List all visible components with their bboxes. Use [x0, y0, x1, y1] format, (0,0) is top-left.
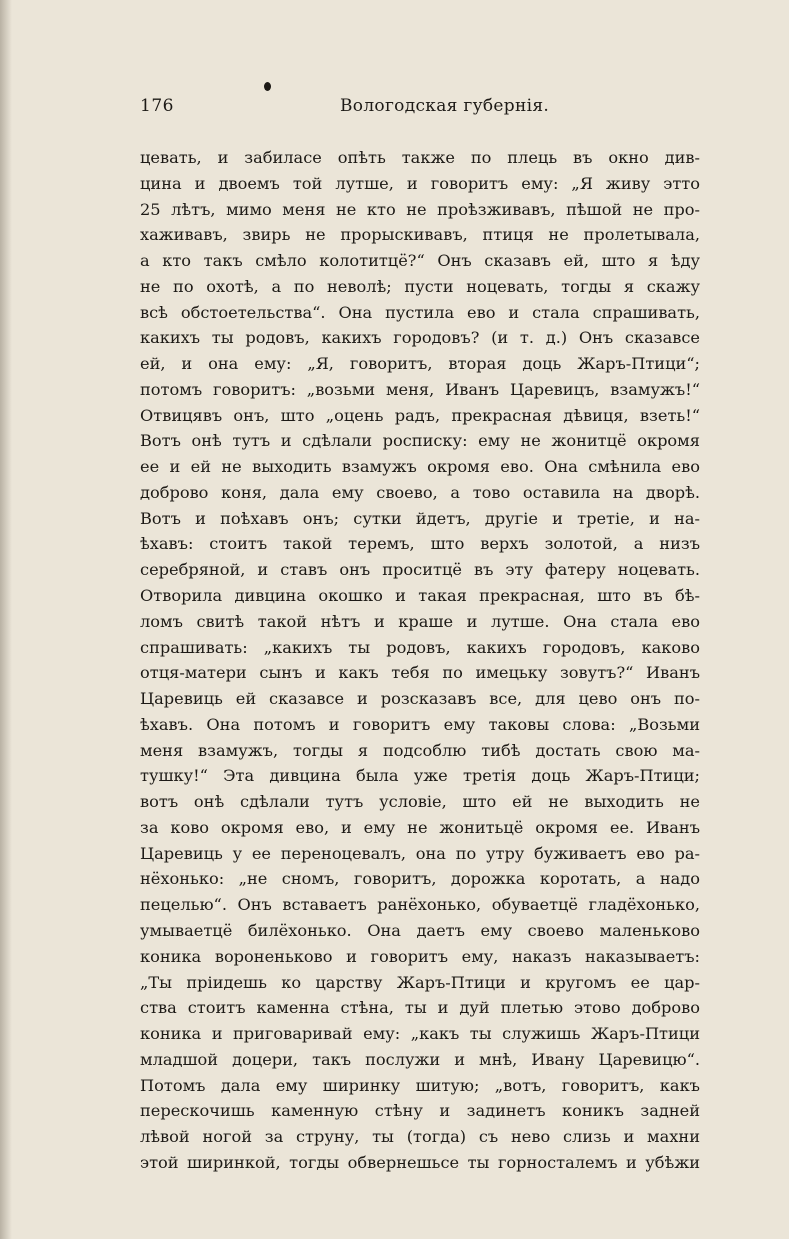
text-line: цина и двоемъ той лутше, и говоритъ ему: „Я живу этто — [140, 173, 700, 193]
text-line: цевать, и забиласе опѣть также по плець въ окно див- — [140, 148, 700, 167]
text-line: спрашивать: „какихъ ты родовъ, какихъ городовъ, каково — [140, 637, 700, 657]
text-line: хаживавъ, звирь не прорыскивавъ, птиця не пролетывала, — [140, 225, 700, 245]
text-line: Вотъ и поѣхавъ онъ; сутки йдетъ, другіе и третіе, и на- — [140, 508, 700, 528]
text-line: за ково окромя ево, и ему не жонитьцё окромя ее. Иванъ — [140, 817, 700, 837]
page-edge-shadow — [0, 0, 12, 1239]
text-line: Вотъ онѣ тутъ и сдѣлали росписку: ему не жонитцё окромя — [140, 431, 700, 451]
text-line: меня взамужъ, тогды я подсоблю тибѣ достать свою ма- — [140, 740, 700, 760]
text-line: потомъ говоритъ: „возьми меня, Иванъ Царевицъ, взамужъ!“ — [140, 379, 700, 399]
text-line: ѣхавъ. Она потомъ и говоритъ ему таковы слова: „Возьми — [140, 714, 700, 734]
text-line: ства стоитъ каменна стѣна, ты и дуй плетью этово доброво — [140, 998, 700, 1018]
text-line: пецелью“. Онъ вставаетъ ранёхонько, обуваетцё гладёхонько, — [140, 895, 700, 915]
text-line: коника и приговаривай ему: „какъ ты служишь Жаръ-Птици — [140, 1024, 700, 1044]
text-line: этой ширинкой, тогды обвернешьсе ты горносталемъ и убѣжи — [140, 1152, 700, 1172]
text-line: серебряной, и ставъ онъ проситцё въ эту фатеру ноцевать. — [140, 560, 700, 580]
text-line: отця-матери сынъ и какъ тебя по имецьку зовутъ?“ Иванъ — [140, 663, 700, 683]
text-line: умываетцё билёхонько. Она даетъ ему своево маленьково — [140, 920, 700, 940]
text-line: не по охотѣ, а по неволѣ; пусти ноцевать, тогды я скажу — [140, 276, 700, 296]
text-line: 25 лѣтъ, мимо меня не кто не проѣзживавъ, пѣшой не про- — [140, 199, 700, 219]
page-header — [140, 96, 696, 126]
text-line: коника вороненьково и говоритъ ему, наказъ наказываетъ: — [140, 946, 700, 966]
text-line: тушку!“ Эта дивцина была уже третія доць Жаръ-Птици; — [140, 766, 700, 786]
text-line: Царевиць ей сказавсе и розсказавъ все, для цево онъ по- — [140, 689, 700, 709]
text-line: ѣхавъ: стоитъ такой теремъ, што верхъ золотой, а низъ — [140, 534, 700, 554]
text-line: какихъ ты родовъ, какихъ городовъ? (и т. д.) Онъ сказавсе — [140, 328, 700, 348]
text-line: ее и ей не выходить взамужъ окромя ево. Она смѣнила ево — [140, 457, 700, 477]
text-line: ей, и она ему: „Я, говоритъ, вторая доць Жаръ-Птици“; — [140, 354, 700, 374]
text-line: доброво коня, дала ему своево, а тово оставила на дворѣ. — [140, 482, 700, 502]
text-line: „Ты пріидешь ко царству Жаръ-Птици и кругомъ ее цар- — [140, 972, 700, 992]
text-line: Отворила дивцина окошко и такая прекрасная, што въ бѣ- — [140, 586, 700, 606]
text-line: перескочишь каменную стѣну и задинетъ коникъ задней — [140, 1101, 700, 1121]
text-line: а кто такъ смѣло колотитцё?“ Онъ сказавъ ей, што я ѣду — [140, 251, 700, 271]
text-line: лѣвой ногой за струну, ты (тогда) съ нево слизь и махни — [140, 1127, 700, 1147]
page-number: 176 — [140, 96, 174, 116]
text-line: младшой доцери, такъ послужи и мнѣ, Ивану Царевицю“. — [140, 1049, 700, 1069]
running-title: Вологодская губернія. — [340, 96, 550, 116]
text-line: Потомъ дала ему ширинку шитую; „вотъ, говоритъ, какъ — [140, 1075, 700, 1095]
text-line: Царевиць у ее переноцевалъ, она по утру буживаетъ ево ра- — [140, 843, 700, 863]
text-line: всѣ обстоетельства“. Она пустила ево и стала спрашивать, — [140, 302, 700, 322]
text-line: Отвицявъ онъ, што „оцень радъ, прекрасная дѣвиця, взеть!“ — [140, 405, 700, 425]
text-line: вотъ онѣ сдѣлали тутъ условіе, што ей не выходить не — [140, 792, 700, 812]
text-line: нёхонько: „не сномъ, говоритъ, дорожка коротать, а надо — [140, 869, 700, 889]
text-line: ломъ свитѣ такой нѣтъ и краше и лутше. Она стала ево — [140, 611, 700, 631]
ink-dot — [264, 82, 271, 91]
body-text — [140, 145, 700, 1176]
